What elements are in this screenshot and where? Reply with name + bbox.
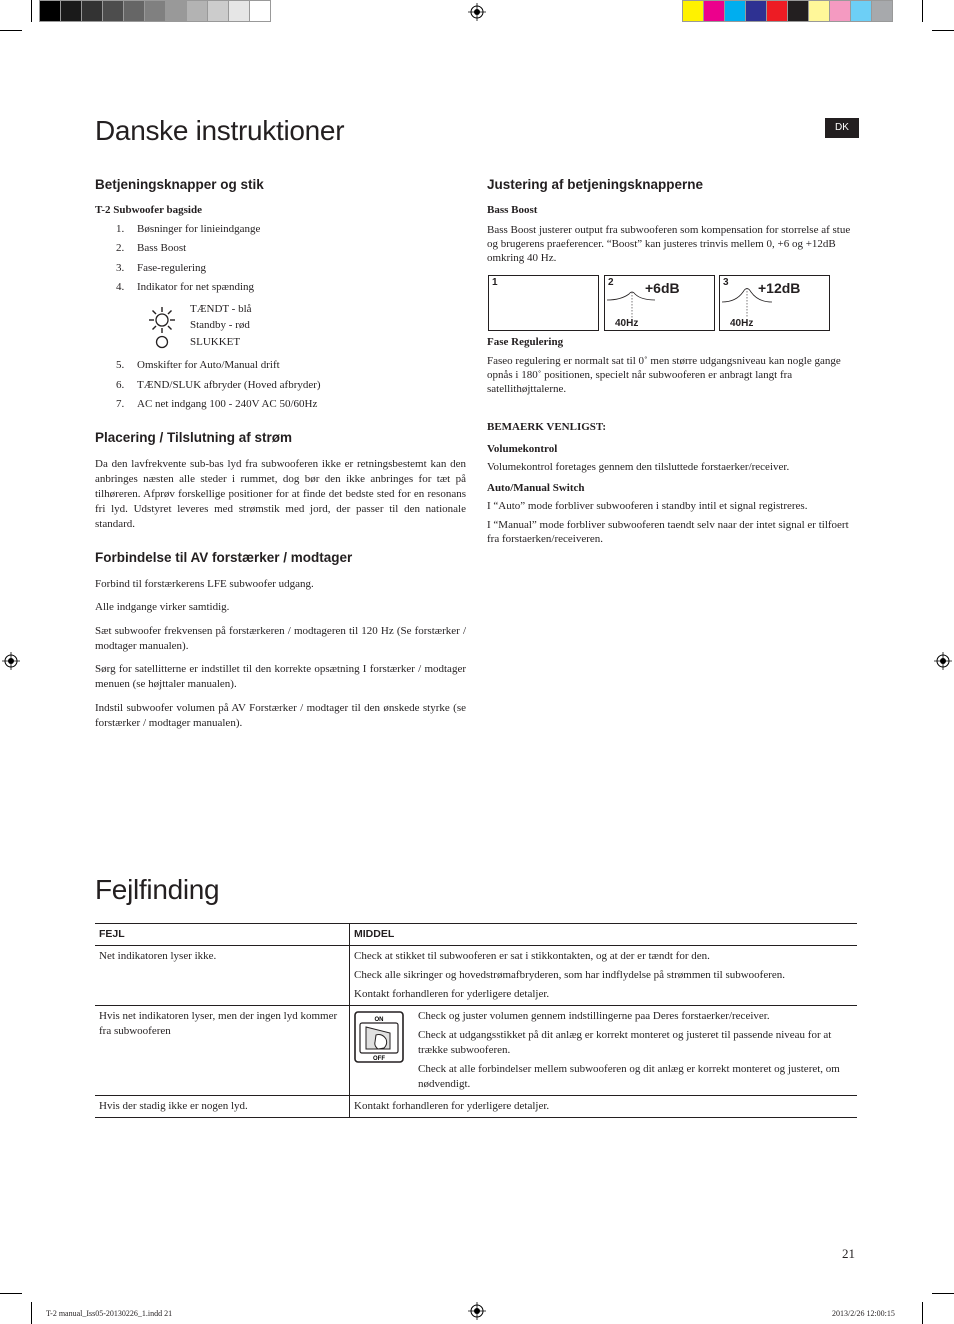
list-item: Fase-regulering <box>137 262 207 274</box>
crop-mark <box>0 1293 22 1294</box>
list-item: Bøsninger for linieindgange <box>137 223 261 235</box>
phase-body: Faseo regulering er normalt sat til 0˚ men større udgangsniveau kan nogle gange opnås i 180˚ positionen, specielt når subwooferen er anbragt langt fra satellithøjttalerne. <box>487 355 841 395</box>
color-swatch <box>186 0 208 22</box>
troubleshoot-table <box>95 923 857 1118</box>
crop-mark <box>0 30 22 31</box>
crop-mark <box>31 0 32 22</box>
page-number: 21 <box>842 1246 855 1261</box>
frequency-label: 40Hz <box>615 318 639 329</box>
crop-mark <box>932 1293 954 1294</box>
color-swatch <box>228 0 250 22</box>
fault-cell: Hvis net indikatoren lyser, men der ingen lyd kommer fra subwooferen <box>95 1006 350 1096</box>
frequency-label: 40Hz <box>730 318 754 329</box>
page-title: Danske instruktioner <box>95 115 345 146</box>
color-swatch <box>787 0 809 22</box>
list-item: Omskifter for Auto/Manual drift <box>137 359 280 371</box>
diagram-number: 3 <box>723 277 729 288</box>
remedy-cell <box>350 946 858 1006</box>
language-badge: DK <box>825 118 859 138</box>
color-swatch-strip <box>683 0 893 22</box>
list-item: TÆND/SLUK afbryder (Hoved afbryder) <box>137 379 321 391</box>
footer-timestamp: 2013/2/26 12:00:15 <box>832 1309 895 1318</box>
color-swatch <box>123 0 145 22</box>
indicator-off-label: SLUKKET <box>190 336 241 348</box>
gray-swatch-strip <box>40 0 271 22</box>
color-swatch <box>871 0 893 22</box>
crop-mark <box>922 0 923 22</box>
footer-filename: T-2 manual_Iss05-20130226_1.indd 21 <box>46 1309 173 1318</box>
registration-mark-icon <box>468 1302 486 1320</box>
color-swatch <box>850 0 872 22</box>
remedy-text: Check alle sikringer og hovedstrømafbryderen, som har indflydelse på strømmen til subwooferen. <box>354 969 786 981</box>
color-swatch <box>703 0 725 22</box>
color-swatch <box>682 0 704 22</box>
remedy-cell <box>350 1006 858 1096</box>
list-number: 7. <box>116 398 125 410</box>
registration-mark-icon <box>468 3 486 21</box>
color-swatch <box>144 0 166 22</box>
auto-manual-subheading: Auto/Manual Switch <box>487 482 585 494</box>
list-number: 4. <box>116 281 125 293</box>
indicator-standby-label: Standby - rød <box>190 319 250 331</box>
color-swatch <box>808 0 830 22</box>
list-number: 3. <box>116 262 125 274</box>
connection-p2: Alle indgange virker samtidig. <box>95 601 230 613</box>
troubleshoot-title: Fejlfinding <box>95 874 220 905</box>
color-swatch <box>766 0 788 22</box>
placement-heading: Placering / Tilslutning af strøm <box>95 430 293 445</box>
volume-body: Volumekontrol foretages gennem den tilsluttede forstaerker/receiver. <box>487 461 790 473</box>
list-number: 1. <box>116 223 125 235</box>
crop-mark <box>932 30 954 31</box>
switch-off-label: OFF <box>373 1056 385 1062</box>
remedy-cell: Kontakt forhandleren for yderligere detaljer. <box>354 1100 550 1112</box>
table-row <box>95 1006 857 1096</box>
list-number: 5. <box>116 359 125 371</box>
color-swatch <box>249 0 271 22</box>
color-swatch <box>724 0 746 22</box>
color-swatch <box>102 0 124 22</box>
auto-mode-body: I “Auto” mode forbliver subwooferen i standby intil et signal registreres. <box>487 500 808 512</box>
color-swatch <box>829 0 851 22</box>
boost-level-label: +12dB <box>758 280 801 296</box>
diagram-number: 1 <box>492 277 498 288</box>
boost-level-label: +6dB <box>645 280 680 296</box>
remedy-text: Check at alle forbindelser mellem subwooferen og dit anlæg er korrekt monteret og justeret, om nødvendigt. <box>418 1063 840 1090</box>
list-number: 6. <box>116 379 125 391</box>
controls-heading: Betjeningsknapper og stik <box>95 177 264 192</box>
color-swatch <box>207 0 229 22</box>
indicator-on-label: TÆNDT - blå <box>190 303 252 315</box>
controls-subheading: T-2 Subwoofer bagside <box>95 204 202 216</box>
column-header-remedy: MIDDEL <box>354 928 395 940</box>
diagram-number: 2 <box>608 277 614 288</box>
remedy-text: Check at udgangsstikket på dit anlæg er korrekt monteret og justeret til passende niveau for at trække subwooferen. <box>418 1029 832 1056</box>
list-item: Bass Boost <box>137 242 187 254</box>
note-heading: BEMAERK VENLIGST: <box>487 421 607 433</box>
color-swatch <box>39 0 61 22</box>
column-header-fault: FEJL <box>95 924 350 946</box>
remedy-text: Check og juster volumen gennem indstillingerne paa Deres forstaerker/receiver. <box>418 1010 770 1022</box>
crop-mark <box>922 1302 923 1324</box>
fault-cell: Hvis der stadig ikke er nogen lyd. <box>95 1096 350 1118</box>
power-switch-icon <box>354 1011 404 1063</box>
manual-mode-body: I “Manual” mode forbliver subwooferen taendt selv naar der intet signal er tilfoert fra forstaerken/receiveren. <box>487 519 849 545</box>
switch-on-label: ON <box>374 1017 384 1023</box>
connection-p4: Sørg for satellitterne er indstillet til den korrekte opsætning I forstærker / modtager menuen (se højttaler manualen). <box>95 663 466 690</box>
bass-boost-diagram-0db <box>488 275 599 331</box>
registration-mark-icon <box>2 652 20 670</box>
bass-boost-diagram-6db <box>604 275 715 331</box>
placement-body: Da den lavfrekvente sub-bas lyd fra subwooferen ikke er retningsbestemt kan den anbringes næsten alle steder i rummet, dog bør den ikke anbringes for tæt på tilhøreren. Afprøv forskellige positioner for at finde det bedste sted for en resonans fri lyd. Udstyret leveres med strømstik med jord, der passer til den nationale standard. <box>95 458 466 530</box>
list-item: AC net indgang 100 - 240V AC 50/60Hz <box>137 398 318 410</box>
table-row <box>95 1096 857 1118</box>
fault-cell: Net indikatoren lyser ikke. <box>95 946 350 1006</box>
indicator-lit-icon <box>147 307 177 333</box>
bass-boost-body: Bass Boost justerer output fra subwooferen som kompensation for storrelse af stue og brugerens praeferencer. “Boost” kan justeres trinvis mellem 0, +6 og +12dB omkring 40 Hz. <box>487 224 851 264</box>
table-row <box>95 946 857 1006</box>
bass-boost-subheading: Bass Boost <box>487 204 538 216</box>
color-swatch <box>60 0 82 22</box>
list-item: Indikator for net spænding <box>137 281 255 293</box>
table-header-row <box>95 924 857 946</box>
indicator-off-icon <box>155 335 169 349</box>
connection-heading: Forbindelse til AV forstærker / modtager <box>95 550 353 565</box>
color-swatch <box>745 0 767 22</box>
connection-p3: Sæt subwoofer frekvensen på forstærkeren / modtageren til 120 Hz (Se forstærker / modtager manualen). <box>95 625 466 652</box>
remedy-text: Kontakt forhandleren for yderligere detaljer. <box>354 988 550 1000</box>
crop-mark <box>31 1302 32 1324</box>
list-number: 2. <box>116 242 125 254</box>
adjust-heading: Justering af betjeningsknapperne <box>487 177 704 192</box>
color-swatch <box>81 0 103 22</box>
remedy-text: Check at stikket til subwooferen er sat i stikkontakten, og at der er tændt for den. <box>354 950 710 962</box>
connection-p5: Indstil subwoofer volumen på AV Forstærker / modtager til den ønskede styrke (se forstærker / modtager manualen). <box>95 702 466 729</box>
phase-subheading: Fase Regulering <box>487 336 564 348</box>
volume-subheading: Volumekontrol <box>487 443 558 455</box>
connection-p1: Forbind til forstærkerens LFE subwoofer udgang. <box>95 578 314 590</box>
registration-mark-icon <box>934 652 952 670</box>
bass-boost-diagram-12db <box>719 275 830 331</box>
color-swatch <box>165 0 187 22</box>
